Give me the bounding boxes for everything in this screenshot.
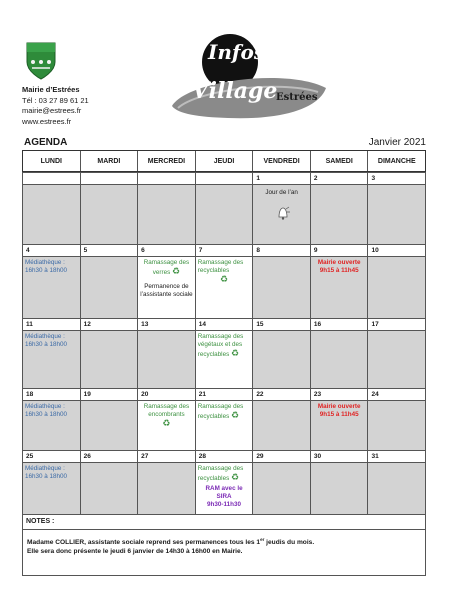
- week-row: [22, 318, 426, 388]
- day-number: 17: [367, 318, 426, 330]
- event-ram-sira-time: 9h30-11h30: [207, 501, 241, 508]
- notes-box: [22, 514, 426, 576]
- day-cell: [137, 330, 195, 388]
- agenda-title: AGENDA: [24, 137, 68, 148]
- recycle-icon: ♻: [219, 274, 229, 284]
- day-number: 25: [22, 450, 80, 462]
- day-number: 8: [252, 244, 310, 256]
- day-cell: [195, 256, 253, 318]
- email-link[interactable]: mairie@estrees.fr: [22, 106, 82, 115]
- day-number: 15: [252, 318, 310, 330]
- day-number: 1: [252, 172, 310, 184]
- day-number: 29: [252, 450, 310, 462]
- day-cell: [367, 256, 426, 318]
- event-ramassage-vegetaux: [198, 333, 251, 359]
- day-number: 16: [310, 318, 368, 330]
- weekday-header: [22, 150, 426, 172]
- logo-estrees-text: Estrées: [276, 92, 318, 103]
- day-number: [195, 172, 253, 184]
- day-cell: [137, 462, 195, 514]
- day-cell: [80, 330, 138, 388]
- event-permanence-assistante: Permanence de l’assistante sociale: [140, 283, 193, 298]
- day-number: 3: [367, 172, 426, 184]
- infos-village-logo: [168, 28, 328, 123]
- day-cell: [367, 330, 426, 388]
- weekday-friday: VENDREDI: [253, 151, 311, 171]
- recycle-icon: ♻: [230, 410, 240, 420]
- week-row: [22, 172, 426, 244]
- event-mediatheque: Médiathèque : 16h30 à 18h00: [25, 403, 68, 418]
- event-ramassage-vegetaux-text: Ramassage des végétaux et des recyclables: [197, 333, 244, 358]
- weekday-wednesday: MERCREDI: [138, 151, 196, 171]
- notes-line2: Elle sera donc présente le jeudi 6 janvier de 14h30 à 16h00 en Mairie.: [27, 548, 243, 556]
- logo-village-text: Village: [192, 78, 278, 104]
- day-cell: [310, 330, 368, 388]
- notes-line1-sup: er: [260, 537, 265, 542]
- day-number: 13: [137, 318, 195, 330]
- notes-divider: [23, 529, 425, 530]
- event-ramassage-recyclables-text: Ramassage des recyclables: [197, 465, 244, 482]
- day-cell: [252, 330, 310, 388]
- day-number: [137, 172, 195, 184]
- week-row: [22, 244, 426, 318]
- day-cell: [367, 462, 426, 514]
- day-cell: [22, 462, 80, 514]
- day-number: [22, 172, 80, 184]
- event-mediatheque: Médiathèque : 16h30 à 18h00: [25, 333, 68, 348]
- event-ramassage-recyclables: [198, 403, 251, 421]
- day-number: 21: [195, 388, 253, 400]
- day-cell: [310, 400, 368, 450]
- recycle-icon: ♻: [230, 348, 240, 358]
- recycle-icon: ♻: [162, 418, 171, 428]
- day-number: 2: [310, 172, 368, 184]
- day-number: 31: [367, 450, 426, 462]
- bell-icon: [273, 203, 293, 223]
- mairie-name: Mairie d’Estrées: [22, 85, 80, 94]
- day-number: 6: [137, 244, 195, 256]
- crest-icon: [26, 42, 56, 80]
- event-ramassage-recyclables: Ramassage des recyclables: [197, 259, 244, 274]
- day-cell: [22, 256, 80, 318]
- calendar: [22, 150, 426, 514]
- contact-block: [22, 85, 89, 127]
- weekday-thursday: JEUDI: [196, 151, 254, 171]
- logo-infos-text: Infos: [208, 40, 266, 64]
- day-cell: [195, 184, 253, 244]
- event-ramassage-verres: [140, 259, 193, 277]
- day-cell: [367, 400, 426, 450]
- day-cell: [137, 256, 195, 318]
- weekday-sunday: DIMANCHE: [377, 157, 416, 165]
- day-number: 23: [310, 388, 368, 400]
- week-row: [22, 388, 426, 450]
- day-number: 27: [137, 450, 195, 462]
- event-mairie-ouverte: Mairie ouverte 9h15 à 11h45: [317, 259, 361, 274]
- day-number: 12: [80, 318, 138, 330]
- day-cell: [252, 462, 310, 514]
- notes-title: NOTES :: [26, 518, 55, 525]
- notes-line1b: jeudis du mois.: [264, 539, 315, 547]
- day-number: 18: [22, 388, 80, 400]
- day-number: 26: [80, 450, 138, 462]
- day-cell: [195, 400, 253, 450]
- week-row: [22, 450, 426, 514]
- event-ramassage-recyclables-text: Ramassage des recyclables: [197, 403, 244, 420]
- event-ramassage-encombrants: Ramassage des encombrants: [143, 403, 190, 418]
- day-number: 9: [310, 244, 368, 256]
- day-cell: [252, 256, 310, 318]
- day-number: 22: [252, 388, 310, 400]
- day-cell: [80, 256, 138, 318]
- day-cell: [195, 462, 253, 514]
- notes-text: [27, 535, 423, 556]
- website-link[interactable]: www.estrees.fr: [22, 116, 72, 126]
- weekday-saturday: SAMEDI: [311, 151, 369, 171]
- day-number: 5: [80, 244, 138, 256]
- day-cell: [80, 462, 138, 514]
- event-jour-de-lan: Jour de l’an: [265, 189, 298, 196]
- event-mairie-ouverte: Mairie ouverte 9h15 à 11h45: [317, 403, 361, 418]
- event-mediatheque: Médiathèque : 16h30 à 18h00: [25, 259, 68, 274]
- recycle-icon: ♻: [230, 472, 240, 482]
- phone: Tél : 03 27 89 61 21: [22, 95, 89, 105]
- day-number: 10: [367, 244, 426, 256]
- event-ramassage-verres-text: Ramassage des verres: [143, 259, 190, 276]
- day-cell: [22, 184, 80, 244]
- day-cell: [367, 184, 426, 244]
- weekday-tuesday: MARDI: [81, 151, 139, 171]
- day-number: 14: [195, 318, 253, 330]
- day-number: 19: [80, 388, 138, 400]
- month-label: Janvier 2021: [368, 137, 426, 148]
- recycle-icon: ♻: [172, 266, 181, 276]
- day-cell: [80, 184, 138, 244]
- event-ram-sira: RAM avec le SIRA: [205, 485, 243, 500]
- weekday-monday: LUNDI: [23, 151, 81, 171]
- day-cell: [137, 400, 195, 450]
- day-cell: [252, 184, 310, 244]
- day-cell: [252, 400, 310, 450]
- event-mediatheque: Médiathèque : 16h30 à 18h00: [25, 465, 68, 480]
- day-cell: [195, 330, 253, 388]
- day-cell: [137, 184, 195, 244]
- notes-line1a: Madame COLLIER, assistante sociale reprend ses permanences tous les 1: [27, 539, 261, 547]
- day-cell: [22, 330, 80, 388]
- day-cell: [310, 184, 368, 244]
- day-number: 20: [137, 388, 195, 400]
- day-number: [80, 172, 138, 184]
- day-number: 30: [310, 450, 368, 462]
- day-cell: [310, 462, 368, 514]
- event-ramassage-recyclables: [198, 465, 251, 483]
- day-number: 11: [22, 318, 80, 330]
- day-number: 7: [195, 244, 253, 256]
- day-number: 24: [367, 388, 426, 400]
- day-cell: [310, 256, 368, 318]
- day-number: 4: [22, 244, 80, 256]
- day-cell: [22, 400, 80, 450]
- day-number: 28: [195, 450, 253, 462]
- day-cell: [80, 400, 138, 450]
